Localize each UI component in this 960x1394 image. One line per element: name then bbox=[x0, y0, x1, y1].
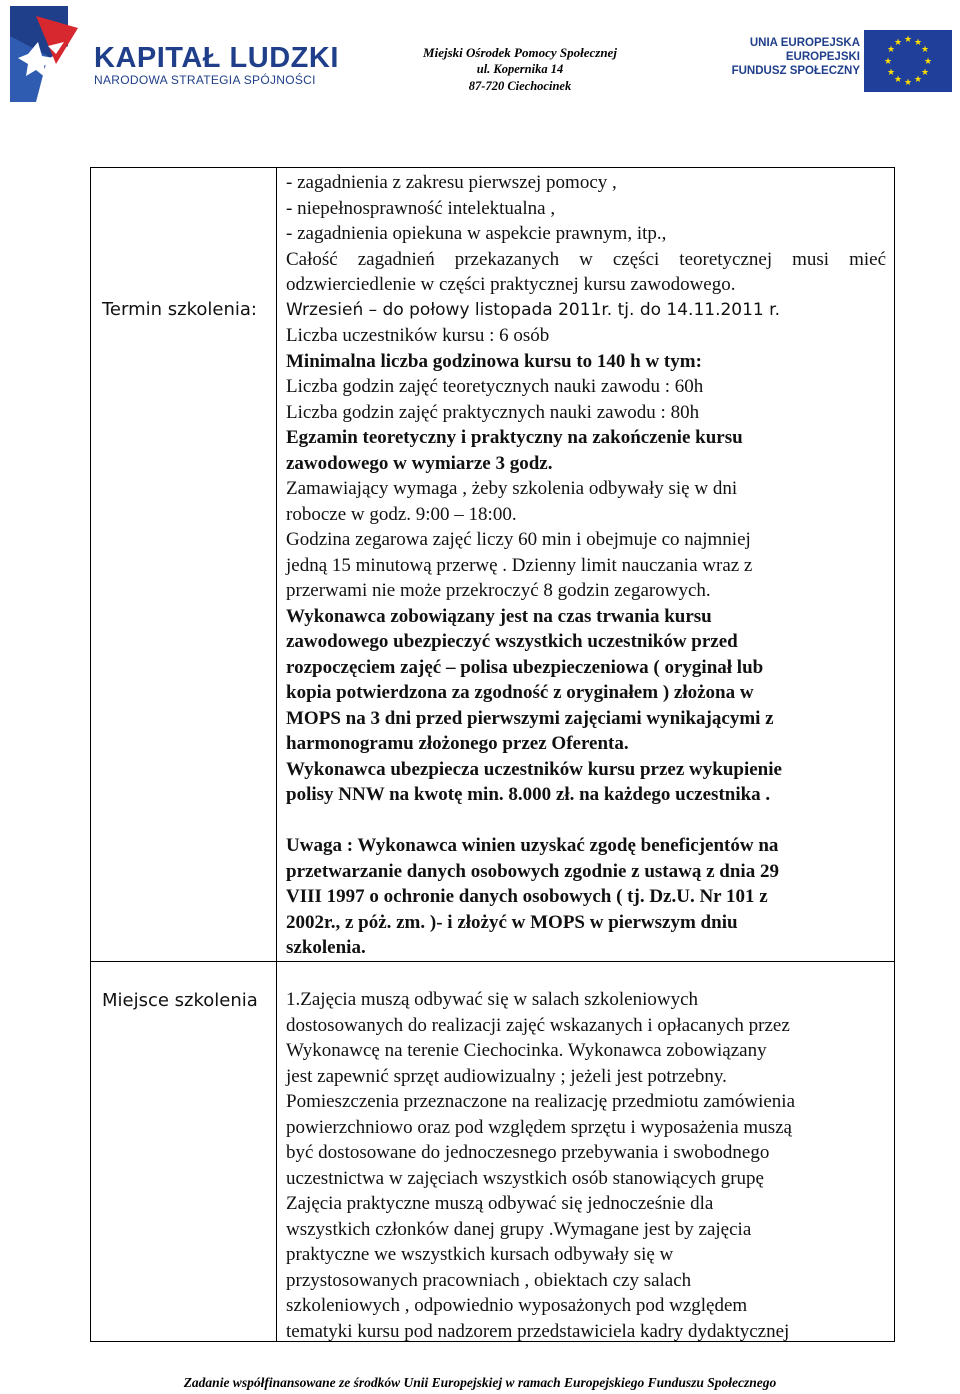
insurance-line: zawodowego ubezpieczyć wszystkich uczestników przed bbox=[286, 631, 738, 652]
topic-line: - zagadnienia opiekuna w aspekcie prawnym, itp., bbox=[286, 223, 667, 244]
svg-text:★: ★ bbox=[893, 38, 903, 48]
insurance-line: rozpoczęciem zajęć – polisa ubezpieczeniowa ( oryginał lub bbox=[286, 656, 764, 678]
place-content bbox=[286, 987, 886, 1344]
column-divider bbox=[276, 168, 277, 1341]
topic-line: Całość zagadnień przekazanych w części teoretycznej musi mieć bbox=[286, 248, 886, 270]
requirements-table bbox=[90, 167, 895, 1342]
place-label: Miejsce szkolenia bbox=[102, 990, 258, 1011]
place-line: praktyczne we wszystkich kursach odbywały się w bbox=[286, 1244, 674, 1265]
place-line: Wykonawcę na terenie Ciechocinka. Wykonawca zobowiązany bbox=[286, 1040, 767, 1061]
svg-text:★: ★ bbox=[913, 38, 923, 48]
place-line: Pomieszczenia przeznaczone na realizację przedmiotu zamówienia bbox=[286, 1091, 796, 1112]
svg-text:★: ★ bbox=[903, 35, 913, 45]
weekdays-line: Zamawiający wymaga , żeby szkolenia odbywały się w dni bbox=[286, 478, 738, 499]
place-line: przystosowanych pracowniach , obiektach czy salach bbox=[286, 1269, 692, 1291]
term-label: Termin szkolenia: bbox=[102, 299, 257, 320]
min-hours-line: Minimalna liczba godzinowa kursu to 140 h w tym: bbox=[286, 350, 702, 372]
institution-city: 87-720 Ciechocinek bbox=[468, 79, 572, 93]
institution-address bbox=[400, 44, 640, 95]
theory-hours-line: Liczba godzin zajęć teoretycznych nauki zawodu : 60h bbox=[286, 376, 704, 397]
topic-line: - zagadnienia z zakresu pierwszej pomocy , bbox=[286, 172, 617, 193]
place-line: 1.Zajęcia muszą odbywać się w salach szkoleniowych bbox=[286, 989, 699, 1010]
eu-text bbox=[724, 36, 860, 78]
topic-line: - niepełnosprawność intelektualna , bbox=[286, 197, 556, 219]
kapital-ludzki-emblem-icon bbox=[8, 6, 88, 104]
notice-line: VIII 1997 o ochronie danych osobowych ( tj. Dz.U. Nr 101 z bbox=[286, 886, 768, 907]
insurance-line: MOPS na 3 dni przed pierwszymi zajęciami wynikającymi z bbox=[286, 707, 774, 729]
exam-line: zawodowego w wymiarze 3 godz. bbox=[286, 452, 553, 474]
place-line: dostosowanych do realizacji zajęć wskazanych i opłacanych przez bbox=[286, 1014, 790, 1036]
svg-text:★: ★ bbox=[883, 57, 893, 67]
insurance-line: harmonogramu złożonego przez Oferenta. bbox=[286, 733, 629, 754]
institution-street: ul. Kopernika 14 bbox=[476, 62, 564, 76]
place-line: wszystkich członków danej grupy .Wymagane jest by zajęcia bbox=[286, 1218, 752, 1240]
participants-line: Liczba uczestników kursu : 6 osób bbox=[286, 325, 550, 346]
place-line: powierzchniowo oraz pod względem sprzętu i wyposażenia muszą bbox=[286, 1116, 792, 1138]
notice-line: 2002r., z póż. zm. )- i złożyć w MOPS w pierwszym dniu bbox=[286, 911, 738, 933]
svg-text:★: ★ bbox=[893, 75, 903, 85]
clock-hour-line: Godzina zegarowa zajęć liczy 60 min i obejmuje co najmniej bbox=[286, 529, 751, 550]
exam-line: Egzamin teoretyczny i praktyczny na zakończenie kursu bbox=[286, 427, 743, 448]
practice-hours-line: Liczba godzin zajęć praktycznych nauki zawodu : 80h bbox=[286, 401, 700, 423]
cofinancing-footer: Zadanie współfinansowane ze środków Unii Europejskiej w ramach Europejskiego Funduszu Społecznego bbox=[183, 1375, 777, 1390]
svg-text:★: ★ bbox=[920, 68, 930, 78]
term-content bbox=[286, 170, 886, 961]
insurance-line: kopia potwierdzona za zgodność z oryginałem ) złożona w bbox=[286, 682, 754, 703]
row-divider bbox=[91, 961, 894, 962]
place-line: szkoleniowych , odpowiednio wyposażonych pod względem bbox=[286, 1295, 748, 1316]
svg-text:★: ★ bbox=[886, 68, 896, 78]
date-line: Wrzesień – do połowy listopada 2011r. tj. do 14.11.2011 r. bbox=[286, 299, 780, 320]
place-line: jest zapewnić sprzęt audiowizualny ; jeżeli jest potrzebny. bbox=[286, 1065, 727, 1087]
place-line: uczestnictwa w zajęciach wszystkich osób stanowiących grupę bbox=[286, 1167, 764, 1189]
place-line: być dostosowane do jednoczesnego przebywania i swobodnego bbox=[286, 1142, 770, 1163]
topic-line: odzwierciedlenie w części praktycznej kursu zawodowego. bbox=[286, 274, 736, 295]
place-line: tematyki kursu pod nadzorem przedstawiciela kadry dydaktycznej bbox=[286, 1320, 790, 1342]
insurance-line: Wykonawca ubezpiecza uczestników kursu przez wykupienie bbox=[286, 758, 782, 780]
place-line: Zajęcia praktyczne muszą odbywać się jednocześnie dla bbox=[286, 1193, 714, 1214]
logo-title: KAPITAŁ LUDZKI bbox=[94, 42, 339, 74]
clock-hour-line: przerwami nie może przekroczyć 8 godzin zegarowych. bbox=[286, 580, 711, 601]
eu-text-line: UNIA EUROPEJSKA bbox=[749, 37, 860, 49]
eu-flag-icon bbox=[864, 30, 952, 92]
eu-text-line: EUROPEJSKI bbox=[785, 51, 860, 63]
logo-subtitle: NARODOWA STRATEGIA SPÓJNOŚCI bbox=[94, 73, 316, 87]
notice-line: Uwaga : Wykonawca winien uzyskać zgodę beneficjentów na bbox=[286, 835, 779, 856]
svg-text:★: ★ bbox=[920, 45, 930, 55]
clock-hour-line: jedną 15 minutową przerwę . Dzienny limit nauczania wraz z bbox=[286, 554, 753, 576]
eu-text-line: FUNDUSZ SPOŁECZNY bbox=[731, 65, 860, 77]
institution-name: Miejski Ośrodek Pomocy Społecznej bbox=[423, 45, 617, 60]
spacer bbox=[286, 808, 886, 834]
notice-line: szkolenia. bbox=[286, 937, 366, 958]
svg-text:★: ★ bbox=[913, 75, 923, 85]
svg-text:★: ★ bbox=[923, 57, 933, 67]
page-header bbox=[0, 0, 960, 110]
notice-line: przetwarzanie danych osobowych zgodnie z ustawą z dnia 29 bbox=[286, 860, 779, 882]
svg-text:★: ★ bbox=[903, 78, 913, 88]
eu-logo bbox=[712, 30, 952, 94]
weekdays-line: robocze w godz. 9:00 – 18:00. bbox=[286, 503, 517, 525]
kapital-ludzki-logo bbox=[8, 6, 348, 104]
svg-text:★: ★ bbox=[886, 45, 896, 55]
insurance-line: polisy NNW na kwotę min. 8.000 zł. na każdego uczestnika . bbox=[286, 784, 771, 805]
insurance-line: Wykonawca zobowiązany jest na czas trwania kursu bbox=[286, 605, 712, 627]
